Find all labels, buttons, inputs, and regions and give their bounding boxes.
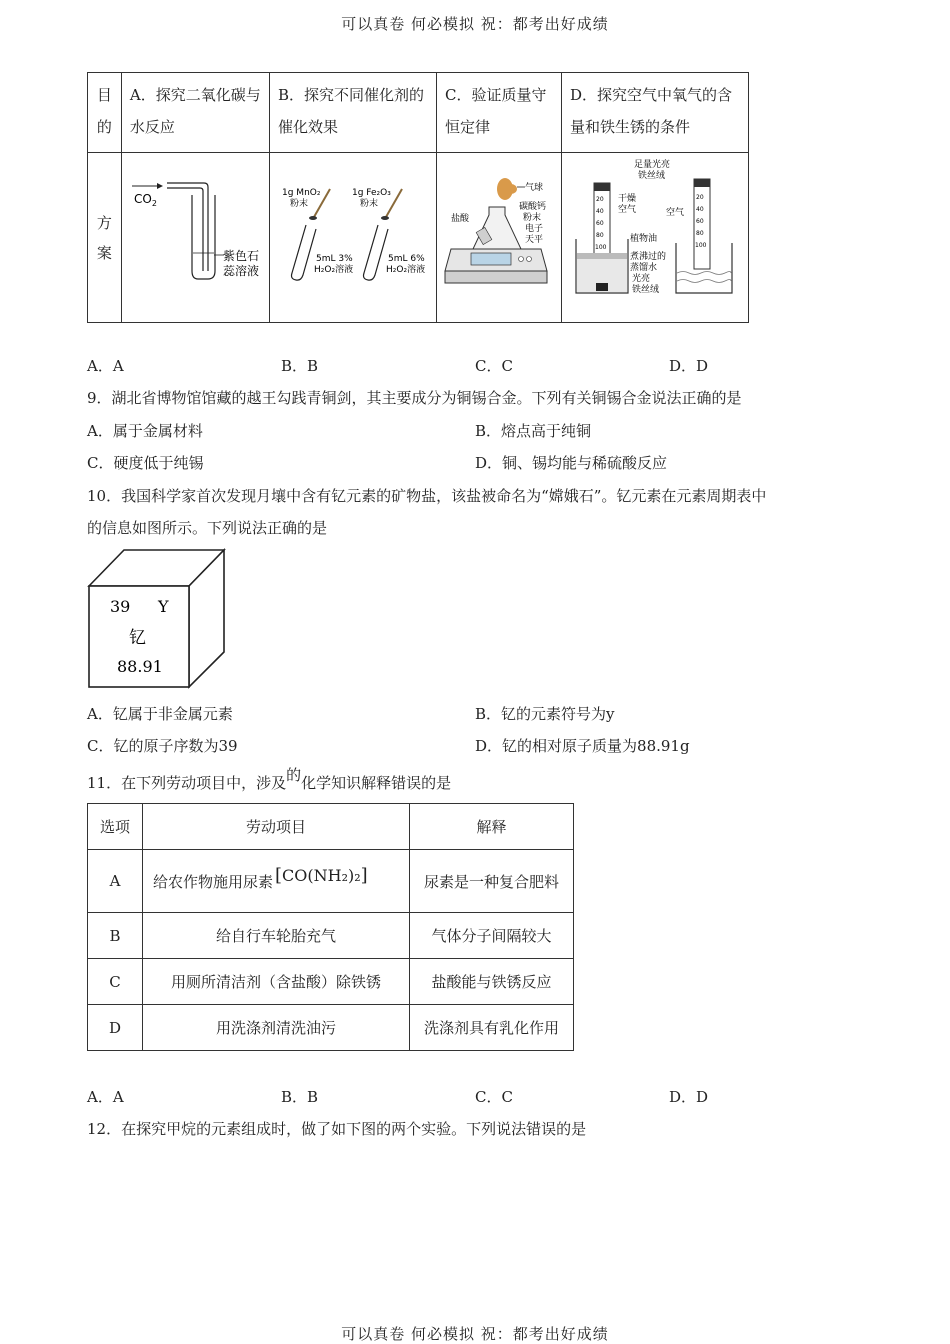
- header-option: 选项: [88, 804, 143, 850]
- catalyst-figure: [270, 153, 436, 318]
- q10-option-b[interactable]: B．钇的元素符号为y: [475, 705, 615, 723]
- q10-option-d[interactable]: D．钇的相对原子质量为88.91g: [475, 737, 690, 755]
- q11-table: [87, 803, 574, 1051]
- svg-text:100: 100: [595, 244, 607, 251]
- balloon-label: 气球: [524, 183, 543, 193]
- svg-text:60: 60: [696, 218, 704, 225]
- row-plan-label: 方案: [88, 153, 122, 323]
- co2-litmus-figure: [122, 153, 266, 318]
- row-b-explain: 气体分子间隔较大: [410, 913, 574, 959]
- row-a-task: 给农作物施用尿素 [CO(NH₂)₂]: [143, 850, 410, 913]
- q9-stem: 9．湖北省博物馆馆藏的越王勾践青铜剑，其主要成分为铜锡合金。下列有关铜锡合金说法正确的是: [87, 389, 742, 407]
- fe2o3-label: 1g Fe₂O₃: [351, 188, 391, 198]
- mno2-label: 1g MnO₂: [281, 188, 321, 198]
- atomic-mass: 88.91: [117, 657, 163, 676]
- q9-option-c[interactable]: C．硬度低于纯锡: [87, 454, 204, 472]
- q11-option-b[interactable]: B．B: [281, 1088, 319, 1106]
- scale-label-2: 天平: [524, 235, 543, 245]
- svg-text:40: 40: [696, 206, 704, 213]
- goal-b: B．探究不同催化剂的催化效果: [269, 73, 436, 153]
- fig-b-cell: [269, 153, 436, 323]
- left-h2o2-conc: 5mL 3%: [315, 254, 353, 264]
- scale-label-1: 电子: [524, 224, 543, 234]
- mno2-powder-label: 粉末: [289, 199, 308, 209]
- litmus-label-1: 紫色石: [222, 249, 259, 263]
- dry-air-label-2: 空气: [618, 205, 637, 215]
- fe2o3-powder-label: 粉末: [359, 199, 378, 209]
- boiled-water-label-1: 煮沸过的: [630, 252, 667, 262]
- q8-option-c[interactable]: C．C: [475, 357, 513, 375]
- row-a-option: A: [88, 850, 143, 913]
- row-a-explain: 尿素是一种复合肥料: [410, 850, 574, 913]
- element-name: 钇: [129, 628, 146, 648]
- boiled-water-label-2: 蒸馏水: [630, 263, 658, 273]
- row-d-option: D: [88, 1005, 143, 1051]
- iron-wool-top-label-2: 铁丝绒: [638, 171, 666, 181]
- svg-text:20: 20: [596, 196, 604, 203]
- q12-stem: 12．在探究甲烷的元素组成时，做了如下图的两个实验。下列说法错误的是: [87, 1120, 587, 1138]
- page-footer: 可以真卷 何必模拟 祝：都考出好成绩: [341, 1325, 609, 1343]
- right-h2o2-conc: 5mL 6%: [387, 254, 425, 264]
- q9-option-d[interactable]: D．铜、锡均能与稀硫酸反应: [475, 454, 668, 472]
- row-c-option: C: [88, 959, 143, 1005]
- iron-wool-bottom-label-2: 铁丝绒: [632, 285, 660, 295]
- fig-a-cell: [121, 153, 269, 323]
- q11-option-c[interactable]: C．C: [475, 1088, 513, 1106]
- litmus-label-2: 蕊溶液: [222, 264, 259, 278]
- iron-wool-top-label-1: 足量光亮: [634, 160, 671, 170]
- q9-option-a[interactable]: A．属于金属材料: [87, 422, 203, 440]
- row-goal-label: 目的: [88, 73, 122, 153]
- goal-a: A．探究二氧化碳与水反应: [121, 73, 269, 153]
- row-b-task: 给自行车轮胎充气: [143, 913, 410, 959]
- q8-option-b[interactable]: B．B: [281, 357, 319, 375]
- row-b-option: B: [88, 913, 143, 959]
- row-c-task: 用厕所清洁剂（含盐酸）除铁锈: [143, 959, 410, 1005]
- left-h2o2-label: H₂O₂溶液: [313, 265, 354, 275]
- table-row: [88, 850, 574, 913]
- q8-table: [87, 72, 749, 323]
- q11-option-a[interactable]: A．A: [87, 1088, 124, 1106]
- q8-option-a[interactable]: A．A: [87, 357, 124, 375]
- table-row: [88, 959, 574, 1005]
- q11-options: [87, 1086, 887, 1106]
- goal-c: C．验证质量守恒定律: [436, 73, 561, 153]
- svg-text:80: 80: [596, 232, 604, 239]
- q10-option-a[interactable]: A．钇属于非金属元素: [87, 705, 233, 723]
- page-header: 可以真卷 何必模拟 祝：都考出好成绩: [341, 15, 609, 33]
- svg-text:60: 60: [596, 220, 604, 227]
- svg-text:20: 20: [696, 194, 704, 201]
- svg-text:100: 100: [695, 242, 707, 249]
- oil-label: 植物油: [630, 234, 658, 244]
- q10-option-c[interactable]: C．钇的原子序数为39: [87, 737, 238, 755]
- oxygen-rust-figure: [562, 153, 748, 318]
- q10-stem-line1: 10．我国科学家首次发现月壤中含有钇元素的矿物盐，该盐被命名为“嫦娥石”。钇元素在元素周期表中: [87, 487, 767, 505]
- caco3-powder-label: 粉末: [522, 213, 541, 223]
- air-label: 空气: [666, 208, 685, 218]
- svg-text:40: 40: [596, 208, 604, 215]
- acid-label: 盐酸: [450, 214, 469, 224]
- table-row: [88, 1005, 574, 1051]
- dry-air-label-1: 干燥: [618, 194, 637, 204]
- caco3-label: 碳酸钙: [518, 202, 546, 212]
- q11-stem: 11．在下列劳动项目中，涉及的化学知识解释错误的是: [87, 766, 452, 792]
- table-row: [88, 913, 574, 959]
- fig-c-cell: [436, 153, 561, 323]
- mass-conservation-figure: [437, 153, 561, 318]
- co2-label: $CO_2$: [133, 192, 157, 208]
- svg-text:80: 80: [696, 230, 704, 237]
- right-h2o2-label: H₂O₂溶液: [385, 265, 426, 275]
- element-symbol: Y: [158, 597, 169, 616]
- q8-option-d[interactable]: D．D: [669, 357, 709, 375]
- q10-stem-line2: 的信息如图所示。下列说法正确的是: [87, 519, 328, 537]
- goal-d: D．探究空气中氧气的含量和铁生锈的条件: [562, 73, 749, 153]
- iron-wool-bottom-label-1: 光亮: [632, 274, 651, 284]
- q9-option-b[interactable]: B．熔点高于纯铜: [475, 422, 592, 440]
- atomic-number: 39: [110, 597, 131, 616]
- row-d-task: 用洗涤剂清洗油污: [143, 1005, 410, 1051]
- element-card: [86, 548, 228, 692]
- row-d-explain: 洗涤剂具有乳化作用: [410, 1005, 574, 1051]
- header-task: 劳动项目: [143, 804, 410, 850]
- row-c-explain: 盐酸能与铁锈反应: [410, 959, 574, 1005]
- fig-d-cell: [562, 153, 749, 323]
- q8-options: [87, 355, 887, 375]
- urea-formula: [CO(NH₂)₂]: [275, 864, 368, 886]
- q11-option-d[interactable]: D．D: [669, 1088, 709, 1106]
- header-explain: 解释: [410, 804, 574, 850]
